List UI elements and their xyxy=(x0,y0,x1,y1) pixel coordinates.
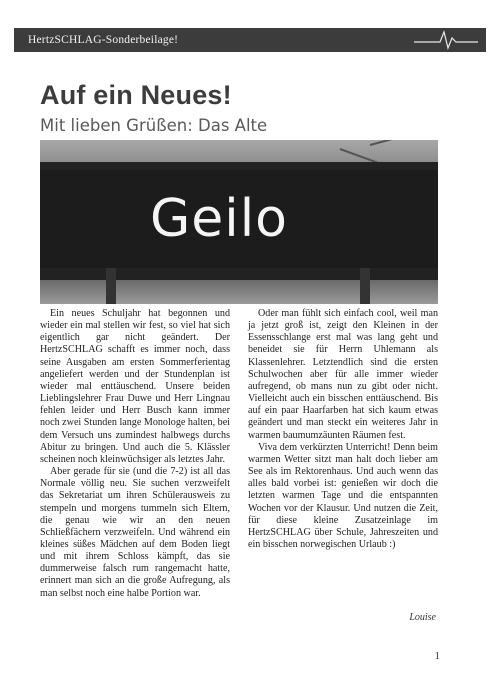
heartbeat-icon xyxy=(414,30,478,50)
article-body xyxy=(40,308,438,600)
station-sign xyxy=(40,170,438,268)
photo-ground xyxy=(40,280,438,304)
header-label: HertzSCHLAG-Sonderbeilage! xyxy=(28,34,179,46)
article-title: Auf ein Neues! xyxy=(40,80,232,110)
article-paragraph: Ein neues Schuljahr hat begonnen und wieder ein mal stellen wir fest, so viel hat sich eigentlich gar nicht geändert. Der HertzSCHLAG schafft es immer noch, dass seine Ausgaben am ersten Sommerferientag angeliefert werden und der Stundenplan ist wieder mal enttäuschend. Unsere beiden Lieblingslehrer Frau Duwe und Herr Lingnau fehlen leider und Herr Busch kann immer noch zwei Stunden lange Monologe halten, bei dem Versuch uns zumindest halbwegs durchs Abitur zu bringen. Und auch die 5. Klässler scheinen noch kleinwüchsiger als letztes Jahr. xyxy=(40,308,230,465)
article-paragraph: Oder man fühlt sich einfach cool, weil man ja jetzt groß ist, zeigt den Kleinen in der Essensschlange erst mal was lang geht und beneidet sie für Herrn Uhlemann als Klassenlehrer. Letztendlich sind die ersten Schulwochen aber für alle immer wieder aufregend, ob mans nun zu gibt oder nicht. Vielleicht auch ein bisschen enttäuschend. Bis auf ein paar Haarfarben hat sich kaum etwas geändert und man steckt ein weiteres Jahr in warmen baumumzäunten Räumen fest. xyxy=(248,308,438,441)
author-signature: Louise xyxy=(409,612,436,623)
sign-post xyxy=(106,268,116,304)
header-bar xyxy=(14,28,486,52)
article-paragraph: Viva dem verkürzten Unterricht! Denn beim warmen Wetter sitzt man halt doch lieber am See als im Rektorenhaus. Und auch wenn das alles bald vorbei ist: genießen wir doch die letzten warmen Tage und die entspannten Wochen vor der Klausur. Und nutzen die Zeit, für diese kleine Zusatzeinlage im HertzSCHLAG über Schule, Jahreszeiten und ein bisschen norwegischen Urlaub :) xyxy=(248,441,438,550)
sign-post xyxy=(360,268,370,304)
article-paragraph: Aber gerade für sie (und die 7-2) ist all das Normale völlig neu. Sie suchen verzweifelt das Sekretariat um ihren Schülerausweis zu stempeln und morgens tummeln sich Eltern, die genau wie wir an den neuen Schließfächern verzweifeln. Und während ein kleines süßes Mädchen auf dem Boden liegt und mit ihrem Schloss kämpft, das sie dummerweise falsch rum rangemacht hatte, erinnert man sich an die große Aufregung, als man selbst noch eine halbe Portion war. xyxy=(40,466,230,599)
page-number: 1 xyxy=(434,650,440,662)
station-sign-photo xyxy=(40,140,438,304)
article-column-left xyxy=(40,308,230,600)
station-sign-text: Geilo xyxy=(150,189,288,249)
article-subtitle: Mit lieben Grüßen: Das Alte xyxy=(40,116,268,135)
article-column-right xyxy=(248,308,438,600)
